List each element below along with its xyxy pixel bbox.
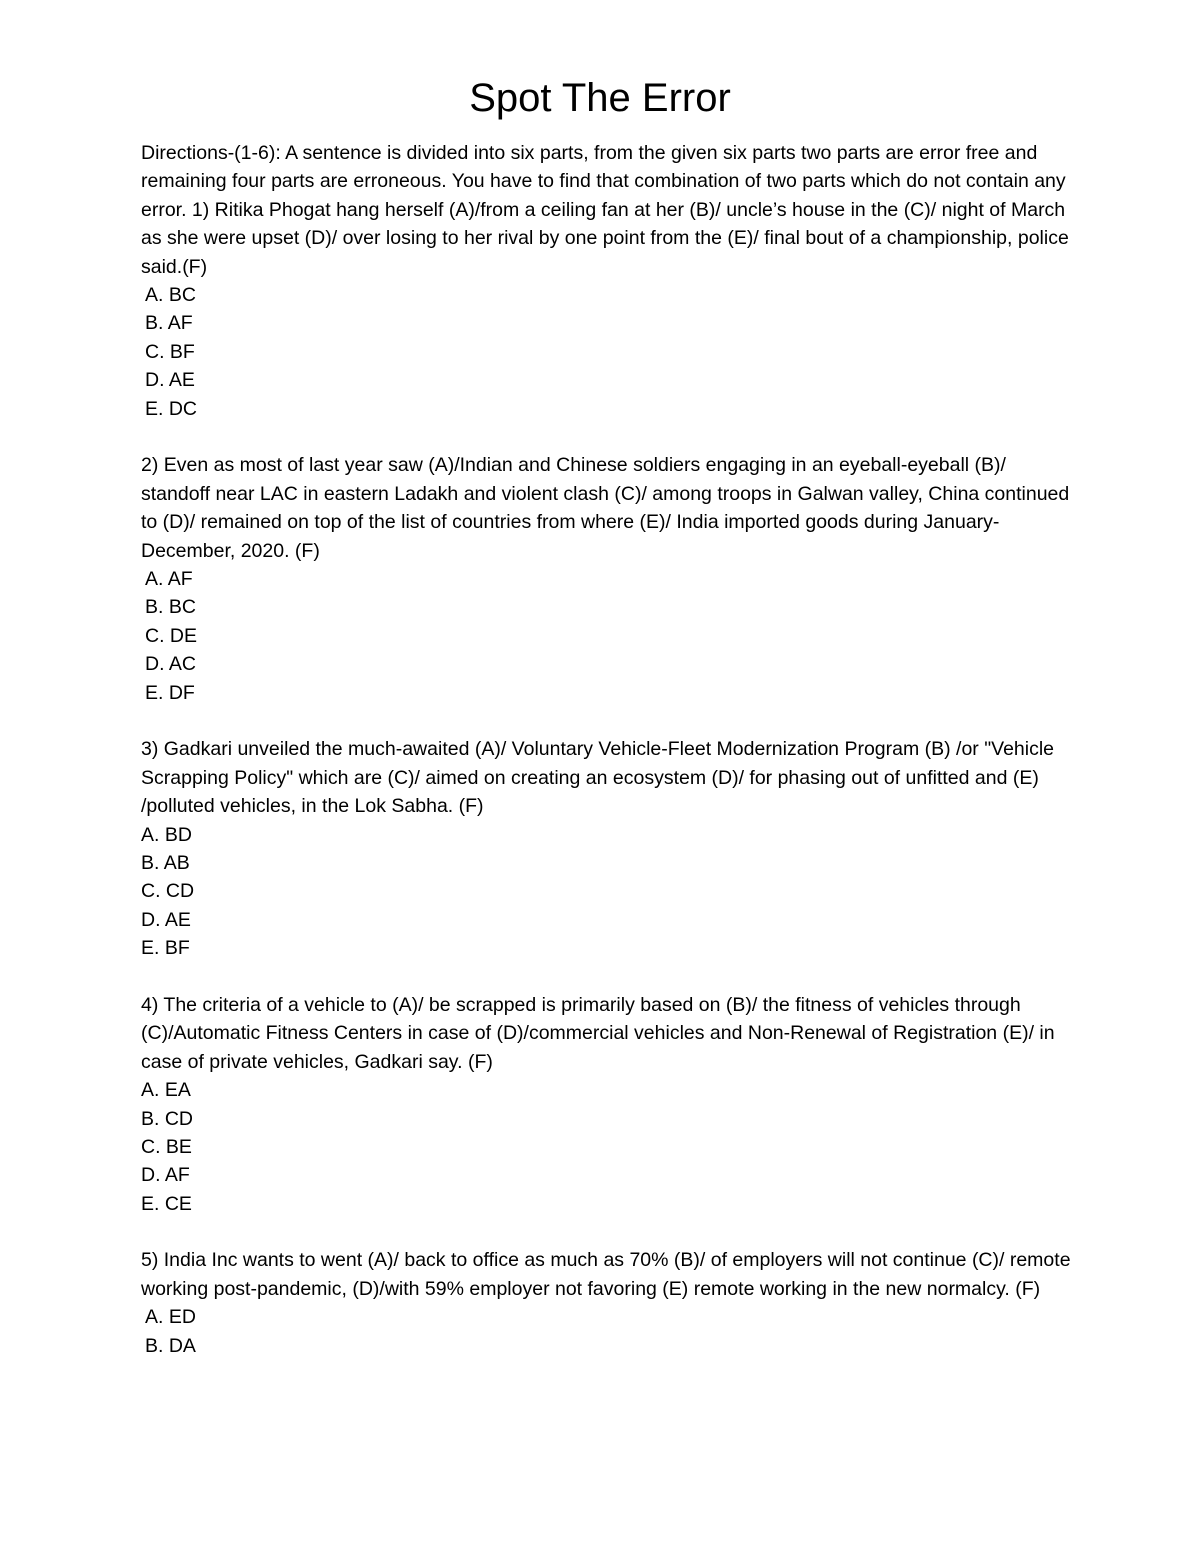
document-body <box>141 139 1071 1360</box>
question-5 <box>141 1246 1071 1360</box>
spacer <box>141 1218 1071 1246</box>
option-d: D. AE <box>145 369 195 392</box>
question-4 <box>141 991 1071 1218</box>
question-5-options <box>141 1303 1071 1360</box>
question-1 <box>141 139 1071 423</box>
question-3-options <box>141 821 1071 963</box>
spacer <box>141 707 1071 735</box>
option-e: E. DC <box>145 397 198 420</box>
question-1-text: Directions-(1-6): A sentence is divided into six parts, from the given six parts two parts are error free and remaining four parts are erroneous. You have to find that combination of two parts which do not contain any error. 1) Ritika Phogat hang herself (A)/from a ceiling fan at her (B)/ uncle’s house in the (C)/ night of March as she were upset (D)/ over losing to her rival by one point from the (E)/ final bout of a championship, police said.(F) <box>141 142 1069 278</box>
question-2 <box>141 451 1071 707</box>
option-e: E. DF <box>145 681 195 704</box>
question-5-text: 5) India Inc wants to went (A)/ back to office as much as 70% (B)/ of employers will not continue (C)/ remote working post-pandemic, (D)/with 59% employer not favoring (E) remote working in the new normalcy. (F) <box>141 1249 1071 1300</box>
option-e: E. CE <box>141 1192 192 1215</box>
question-4-text: 4) The criteria of a vehicle to (A)/ be scrapped is primarily based on (B)/ the fitness of vehicles through (C)/Automatic Fitness Centers in case of (D)/commercial vehicles and Non-Renewal of Registration (E)/ in case of private vehicles, Gadkari say. (F) <box>141 993 1055 1073</box>
page-title: Spot The Error <box>469 76 731 120</box>
option-c: C. BE <box>141 1135 192 1158</box>
option-a: A. AF <box>145 568 193 590</box>
option-b: B. CD <box>141 1107 194 1130</box>
option-b: B. AB <box>141 851 190 874</box>
spacer <box>141 963 1071 991</box>
option-b: B. BC <box>145 596 196 619</box>
option-d: D. AF <box>141 1164 190 1187</box>
spacer <box>141 423 1071 451</box>
question-4-options <box>141 1076 1071 1218</box>
question-1-options <box>141 281 1071 423</box>
question-3 <box>141 735 1071 962</box>
option-c: C. BF <box>145 340 195 363</box>
option-e: E. BF <box>141 937 190 960</box>
option-a: A. BD <box>141 823 192 846</box>
option-d: D. AC <box>145 653 196 676</box>
question-2-text: 2) Even as most of last year saw (A)/Indian and Chinese soldiers engaging in an eyeball-eyeball (B)/ standoff near LAC in eastern Ladakh and violent clash (C)/ among troops in Galwan valley, China continued to (D)/ remained on top of the list of countries from where (E)/ India imported goods during January-December, 2020. (F) <box>141 454 1070 562</box>
option-c: C. CD <box>141 880 195 903</box>
question-3-text: 3) Gadkari unveiled the much-awaited (A)/ Voluntary Vehicle-Fleet Modernization Program (B) /or "Vehicle Scrapping Policy" which are (C)/ aimed on creating an ecosystem (D)/ for phasing out of unfitted and (E) /polluted vehicles, in the Lok Sabha. (F) <box>141 738 1055 818</box>
question-2-options <box>141 565 1071 707</box>
option-a: A. ED <box>145 1306 196 1329</box>
option-a: A. BC <box>145 284 196 307</box>
option-a: A. EA <box>141 1079 191 1102</box>
option-d: D. AE <box>141 908 191 931</box>
option-b: B. AF <box>145 312 193 335</box>
option-b: B. DA <box>145 1334 196 1357</box>
option-c: C. DE <box>145 624 198 647</box>
